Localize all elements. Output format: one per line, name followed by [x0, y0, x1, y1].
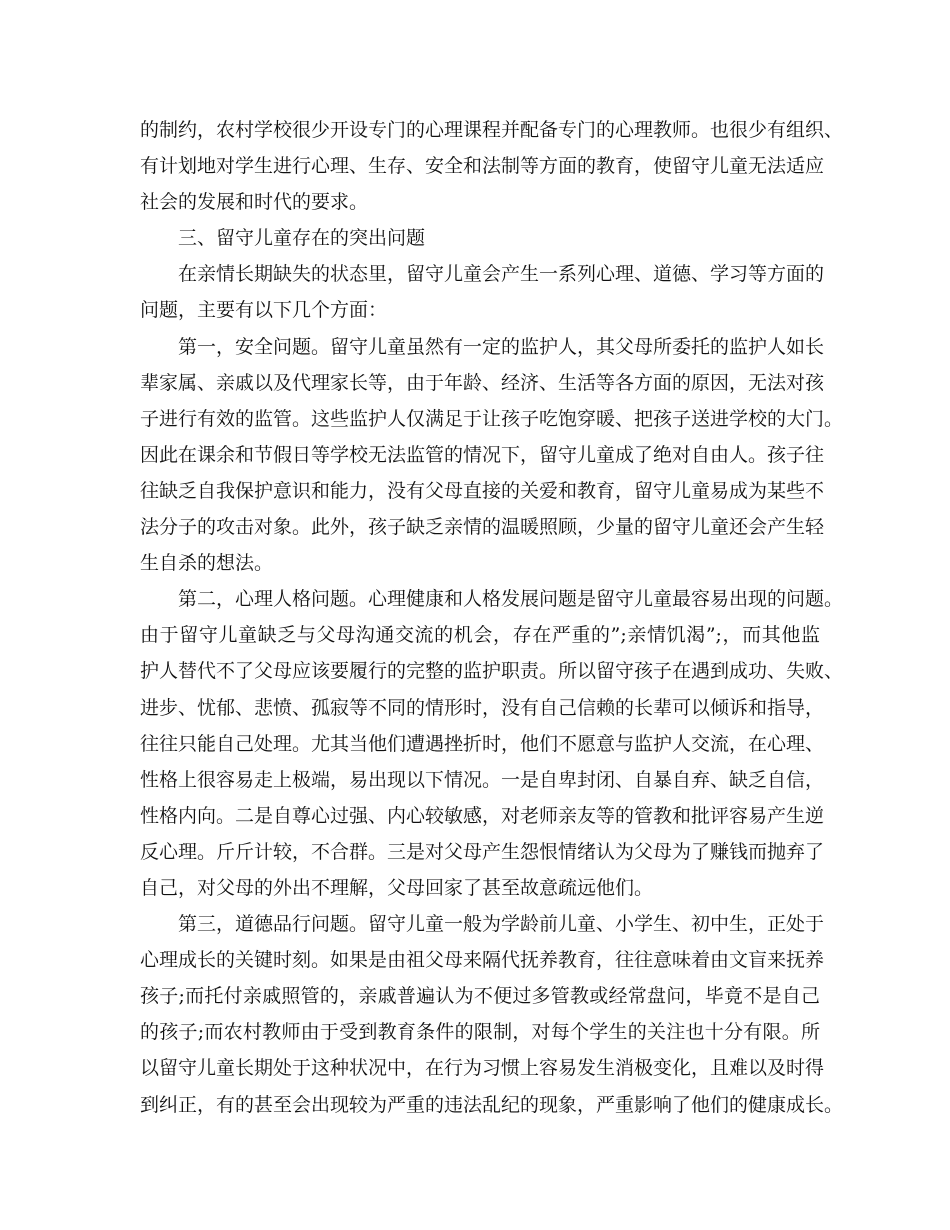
text-line: 生自杀的想法。: [140, 552, 274, 575]
text-line: 辈家属、亲戚以及代理家长等，由于年龄、经济、生活等各方面的原因，无法对孩: [140, 371, 825, 394]
document-body: [140, 112, 844, 1123]
text-line: 因此在课余和节假日等学校无法监管的情况下，留守儿童成了绝对自由人。孩子往: [140, 443, 825, 466]
text-line: 第二，心理人格问题。心理健康和人格发展问题是留守儿童最容易出现的问题。: [178, 588, 844, 611]
text-line: 孩子;而托付亲戚照管的，亲戚普遍认为不便过多管教或经常盘问，毕竟不是自己: [140, 985, 820, 1008]
text-line: 性格上很容易走上极端，易出现以下情况。一是自卑封闭、自暴自弃、缺乏自信，: [140, 768, 825, 791]
text-line: 由于留守儿童缺乏与父母沟通交流的机会，存在严重的”;亲情饥渴”;，而其他监: [140, 624, 820, 647]
text-line: 三、留守儿童存在的突出问题: [178, 227, 426, 250]
text-line: 自己，对父母的外出不理解，父母回家了甚至故意疏远他们。: [140, 876, 654, 899]
text-line: 在亲情长期缺失的状态里，留守儿童会产生一系列心理、道德、学习等方面的: [178, 263, 825, 286]
text-line: 往往只能自己处理。尤其当他们遭遇挫折时，他们不愿意与监护人交流，在心理、: [140, 732, 825, 755]
text-line: 进步、忧郁、悲愤、孤寂等不同的情形时，没有自己信赖的长辈可以倾诉和指导，: [140, 696, 825, 719]
text-line: 反心理。斤斤计较，不合群。三是对父母产生怨恨情绪认为父母为了赚钱而抛弃了: [140, 840, 825, 863]
text-line: 第三，道德品行问题。留守儿童一般为学龄前儿童、小学生、初中生，正处于: [178, 913, 825, 936]
text-line: 的制约，农村学校很少开设专门的心理课程并配备专门的心理教师。也很少有组织、: [140, 119, 844, 141]
text-line: 问题，主要有以下几个方面：: [140, 299, 388, 322]
text-line: 法分子的攻击对象。此外，孩子缺乏亲情的温暖照顾，少量的留守儿童还会产生轻: [140, 516, 825, 539]
text-line: 性格内向。二是自尊心过强、内心较敏感，对老师亲友等的管教和批评容易产生逆: [140, 804, 825, 827]
text-line: 心理成长的关键时刻。如果是由祖父母来隔代抚养教育，往往意味着由文盲来抚养: [140, 949, 825, 972]
text-line: 的孩子;而农村教师由于受到教育条件的限制，对每个学生的关注也十分有限。所: [140, 1021, 820, 1044]
text-line: 第一，安全问题。留守儿童虽然有一定的监护人，其父母所委托的监护人如长: [178, 335, 825, 358]
text-line: 有计划地对学生进行心理、生存、安全和法制等方面的教育，使留守儿童无法适应: [140, 155, 825, 178]
text-line: 往缺乏自我保护意识和能力，没有父母直接的关爱和教育，留守儿童易成为某些不: [140, 479, 825, 502]
text-line: 到纠正，有的甚至会出现较为严重的违法乱纪的现象，严重影响了他们的健康成长。: [140, 1093, 844, 1116]
text-line: 以留守儿童长期处于这种状况中，在行为习惯上容易发生消极变化，且难以及时得: [140, 1057, 825, 1080]
text-line: 子进行有效的监管。这些监护人仅满足于让孩子吃饱穿暖、把孩子送进学校的大门。: [140, 407, 844, 430]
text-line: 社会的发展和时代的要求。: [140, 191, 369, 214]
text-line: 护人替代不了父母应该要履行的完整的监护职责。所以留守孩子在遇到成功、失败、: [140, 660, 844, 683]
